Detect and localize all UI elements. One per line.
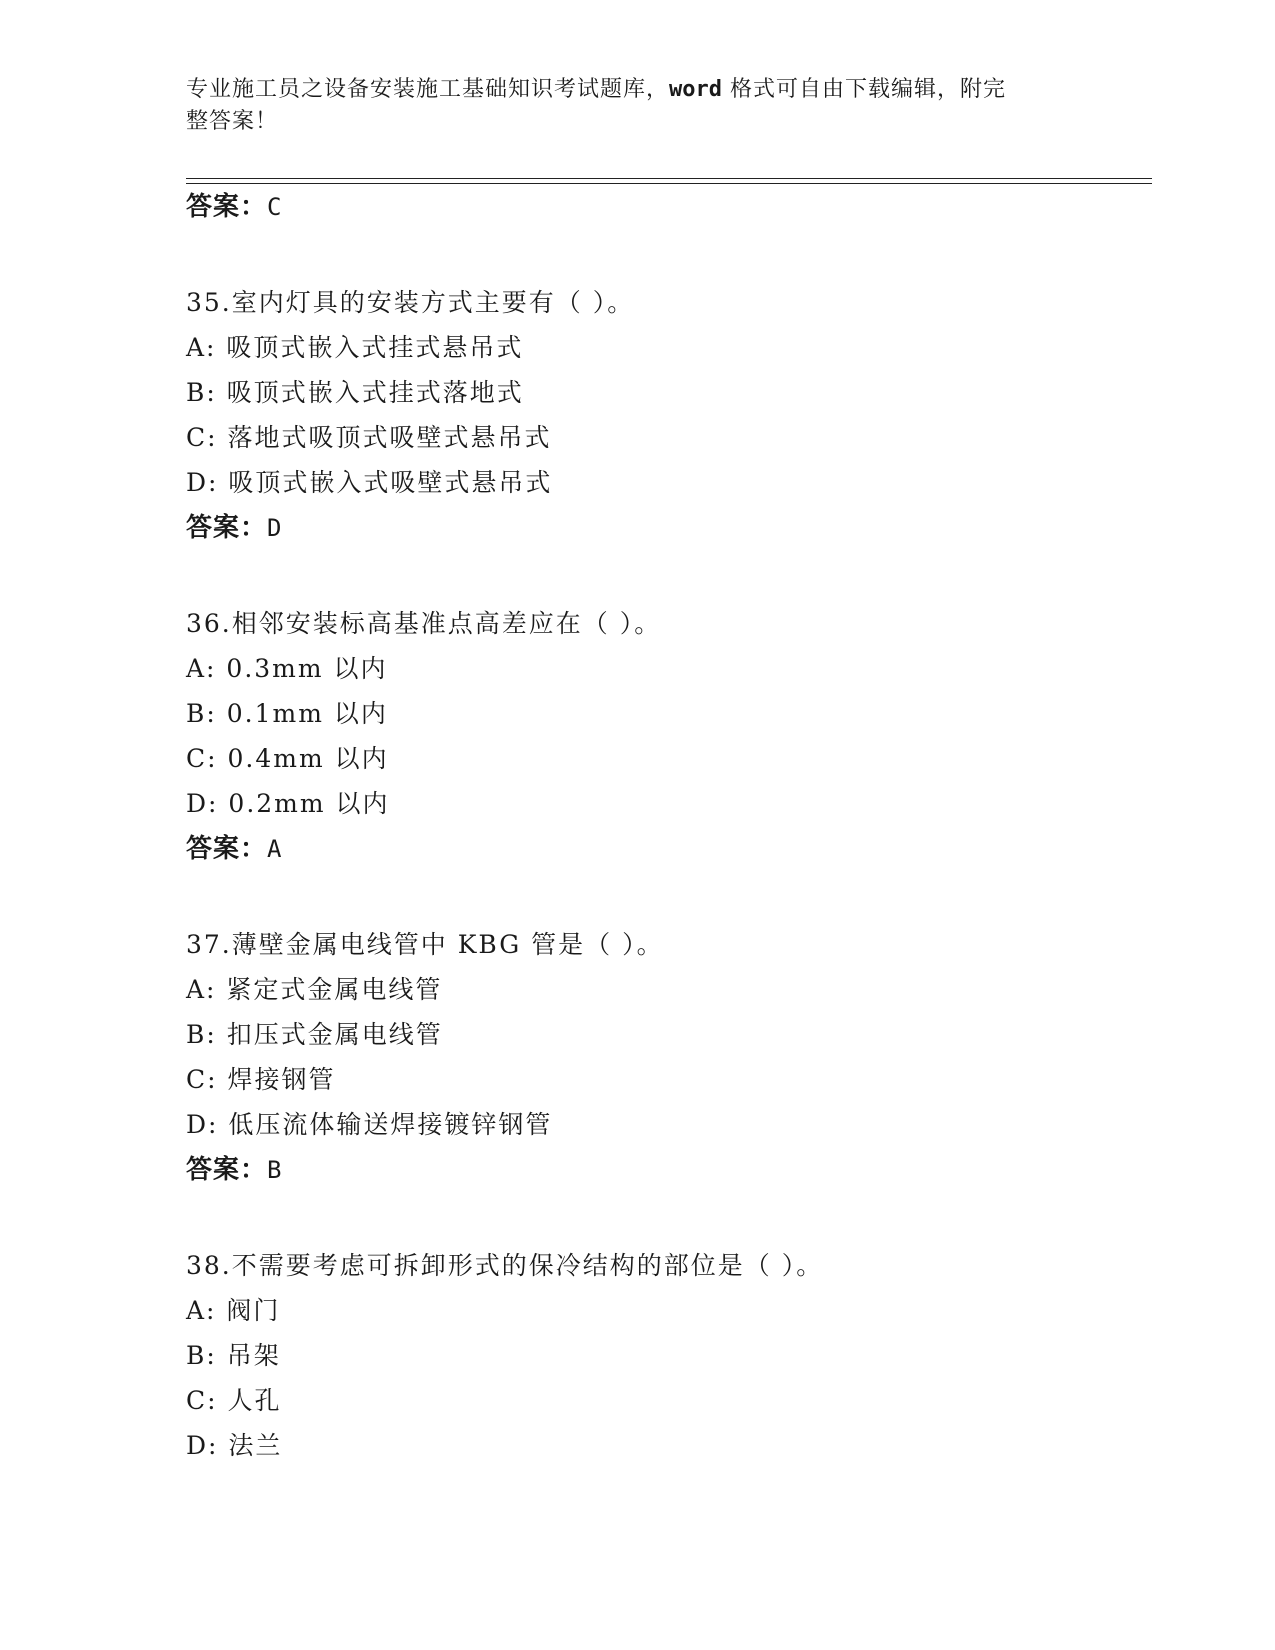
- answer-label: 答案：: [186, 1155, 268, 1185]
- answer-value: A: [267, 835, 283, 863]
- question-37: [186, 922, 1146, 1185]
- answer-value: D: [267, 514, 283, 542]
- option-c: C: 落地式吸顶式吸壁式悬吊式: [186, 423, 552, 452]
- answer-line: [186, 192, 1146, 222]
- option-b: B: 吊架: [186, 1341, 281, 1370]
- header-text-part2: 格式可自由下载编辑，附完: [722, 77, 1006, 102]
- answer-line: [186, 513, 1146, 543]
- option-a: A: 吸顶式嵌入式挂式悬吊式: [186, 333, 524, 362]
- option-c: C: 0.4mm 以内: [186, 744, 389, 773]
- question-title: 38.不需要考虑可拆卸形式的保冷结构的部位是（ ）。: [186, 1251, 824, 1280]
- header-text-line2: 整答案！: [186, 109, 279, 134]
- option-b: B: 0.1mm 以内: [186, 699, 388, 728]
- header-text-part1: 专业施工员之设备安装施工基础知识考试题库，: [186, 77, 670, 102]
- question-38: [186, 1243, 1146, 1468]
- question-list: [186, 192, 1146, 1468]
- answer-label: 答案：: [186, 513, 268, 543]
- answer-value: C: [267, 193, 283, 221]
- option-d: D: 低压流体输送焊接镀锌钢管: [186, 1110, 553, 1139]
- answer-label: 答案：: [186, 834, 268, 864]
- header-word-text: word: [669, 77, 722, 102]
- option-c: C: 焊接钢管: [186, 1065, 336, 1094]
- option-a: A: 紧定式金属电线管: [186, 975, 443, 1004]
- answer-value: B: [267, 1156, 283, 1184]
- question-title: 35.室内灯具的安装方式主要有（ ）。: [186, 288, 635, 317]
- option-d: D: 0.2mm 以内: [186, 789, 390, 818]
- answer-line: [186, 834, 1146, 864]
- header-divider-top: [186, 178, 1152, 179]
- option-a: A: 0.3mm 以内: [186, 654, 388, 683]
- option-b: B: 吸顶式嵌入式挂式落地式: [186, 378, 524, 407]
- option-b: B: 扣压式金属电线管: [186, 1020, 443, 1049]
- document-header: [186, 74, 1086, 138]
- question-35: [186, 280, 1146, 543]
- question-title: 37.薄壁金属电线管中 KBG 管是（ ）。: [186, 930, 664, 959]
- option-d: D: 吸顶式嵌入式吸壁式悬吊式: [186, 468, 553, 497]
- option-c: C: 人孔: [186, 1386, 282, 1415]
- option-a: A: 阀门: [186, 1296, 281, 1325]
- question-title: 36.相邻安装标高基准点高差应在（ ）。: [186, 609, 662, 638]
- header-divider-bottom: [186, 183, 1152, 184]
- answer-line: [186, 1155, 1146, 1185]
- answer-label: 答案：: [186, 192, 268, 222]
- question-36: [186, 601, 1146, 864]
- option-d: D: 法兰: [186, 1431, 283, 1460]
